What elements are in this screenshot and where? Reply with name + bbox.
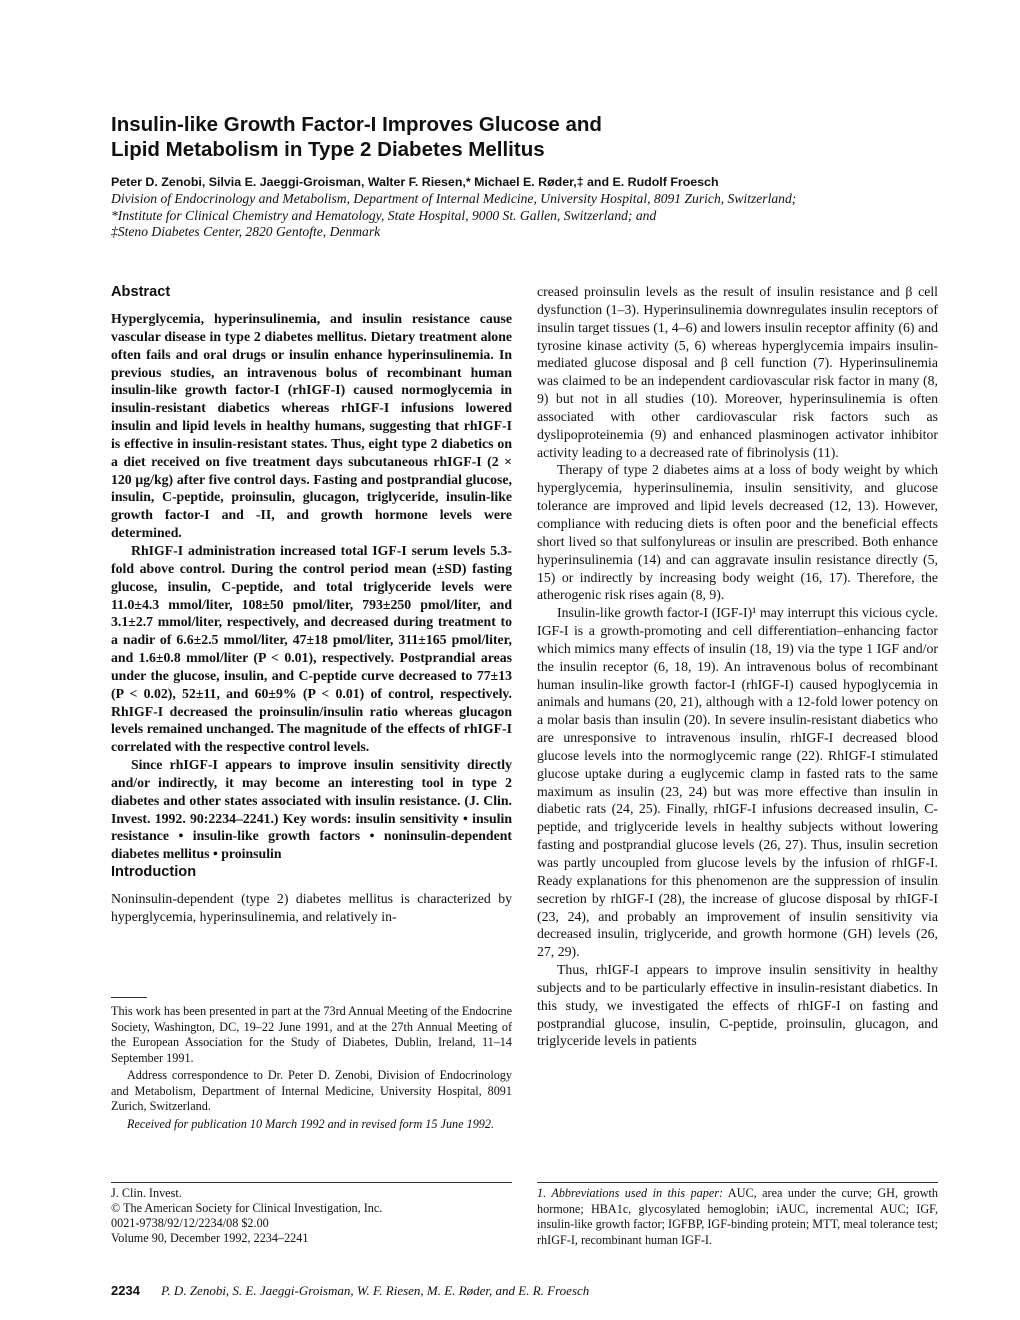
page-number: 2234 [111, 1283, 140, 1298]
introduction-paragraph-3: Insulin-like growth factor-I (IGF-I)¹ may interrupt this vicious cycle. IGF-I is a growth-promoting and cell differentiation–enhancing factor which mimics many effects of insulin (18, 19) via the type 1 IGF and/or the insulin receptor (6, 18, 19). An intravenous bolus of recombinant human insulin-like growth factor-I (rhIGF-I) caused hypoglycemia in animals and humans (20, 21), although with a 12-fold lower potency on a molar basis than insulin (20). In severe insulin-resistant diabetics who are unresponsive to intravenous insulin, rhIGF-I decreased blood glucose levels into the normoglycemic range (22). RhIGF-I stimulated glucose uptake during a euglycemic clamp in fasted rats to the same maximum as insulin (23, 24) but was more effective than insulin in diabetic rats (24, 25). Finally, rhIGF-I infusions decreased insulin, C-peptide, and triglyceride levels in healthy subjects without lowering fasting and postprandial glucose levels (26, 27). Thus, insulin secretion was partly uncoupled from glucose levels by the infusion of rhIGF-I. Ready explanations for this phenomenon are the suppression of insulin secretion by rhIGF-I (28), the increase of glucose disposal by rhIGF-I (23, 24), and probably an improvement of insulin sensitivity via decreased insulin, triglyceride, and growth hormone (GH) levels (26, 27, 29). [537, 605, 938, 960]
footnote-correspondence: Address correspondence to Dr. Peter D. Zenobi, Division of Endocrinology and Metabolism, Department of Internal Medicine, University Hospital, 8091 Zurich, Switzerland. [111, 1068, 512, 1113]
introduction-paragraph-2: Therapy of type 2 diabetes aims at a loss of body weight by which hyperglycemia, hyperinsulinemia, insulin sensitivity, and glucose tolerance are improved and lipid levels decreased (12, 13). However, compliance with reducing diets is often poor and the beneficial effects short lived so that sulfonylureas or insulin are prescribed. Both enhance hyperinsulinemia (14) and can aggravate insulin resistance directly (5, 15) or indirectly by increasing body weight (16, 17). Therefore, the atherogenic risk rises again (8, 9). [537, 462, 938, 603]
citation-rule [111, 1182, 512, 1183]
introduction-paragraph-4: Thus, rhIGF-I appears to improve insulin sensitivity in healthy subjects and to be particularly effective in insulin-resistant diabetics. In this study, we investigated the effects of rhIGF-I on fasting and postprandial glucose, insulin, C-peptide, proinsulin, glucagon, and triglyceride levels in patients [537, 962, 938, 1049]
citation-block [111, 1186, 512, 1246]
title-line-1: Insulin-like Growth Factor-I Improves Glucose and [111, 113, 602, 136]
footnote-rule-right [537, 1182, 938, 1183]
footnote-received: Received for publication 10 March 1992 and in revised form 15 June 1992. [127, 1116, 495, 1131]
running-authors: P. D. Zenobi, S. E. Jaeggi-Groisman, W. F. Riesen, M. E. Røder, and E. R. Froesch [161, 1283, 590, 1298]
affiliations [111, 191, 941, 241]
abbreviations-label: 1. Abbreviations used in this paper: [537, 1186, 724, 1200]
citation-journal: J. Clin. Invest. [111, 1186, 182, 1200]
citation-code: 0021-9738/92/12/2234/08 $2.00 [111, 1216, 269, 1230]
introduction-paragraph-1-cont: creased proinsulin levels as the result of insulin resistance and β cell dysfunction (1–3). Hyperinsulinemia downregulates insulin receptors of insulin target tissues (1, 4–6) and lowers insulin receptor affinity (6) and tyrosine kinase activity (5, 6) whereas hyperglycemia impairs insulin-mediated glucose disposal and β cell function (7). Hyperinsulinemia was claimed to be an independent cardiovascular risk factor in many (8, 9) but not in all studies (10). Moreover, hyperinsulinemia is often associated with other cardiovascular risk factors such as dyslipoproteinemia (9) and enhanced plasminogen activator inhibitor activity leading to a decreased rate of fibrinolysis (11). [537, 284, 938, 460]
article-footnotes [111, 1004, 512, 1132]
abstract-section [111, 283, 512, 863]
footnote-rule-left [111, 997, 147, 998]
abbreviations-text: AUC, area under the curve; GH, growth hormone; HBA1c, glycosylated hemoglobin; iAUC, incremental AUC; IGF, insulin-like growth factor; IGFBP, IGF-binding protein; MTT, meal tolerance test; rhIGF-I, recombinant human IGF-I. [537, 1186, 939, 1247]
abstract-paragraph-3: Since rhIGF-I appears to improve insulin sensitivity directly and/or indirectly, it may become an interesting tool in type 2 diabetes and other states associated with insulin resistance. (J. Clin. Invest. 1992. 90:2234–2241.) Key words: insulin sensitivity • insulin resistance • insulin-like growth factors • noninsulin-dependent diabetes mellitus • proinsulin [111, 757, 512, 862]
abbreviations-footnote [537, 1186, 938, 1248]
introduction-section [111, 863, 512, 926]
abstract-paragraph-2: RhIGF-I administration increased total IGF-I serum levels 5.3-fold above control. During the control period mean (±SD) fasting glucose, insulin, C-peptide, and total triglyceride levels were 11.0±4.3 mmol/liter, 108±50 pmol/liter, 793±250 pmol/liter, and 3.1±2.7 mmol/liter, respectively, and decreased during treatment to a nadir of 6.6±2.5 mmol/liter, 47±18 pmol/liter, 311±165 pmol/liter, and 1.6±0.8 mmol/liter (P < 0.01), respectively. Postprandial areas under the glucose, insulin, and C-peptide curve decreased to 77±13 (P < 0.02), 52±11, and 60±9% (P < 0.01) of control, respectively. RhIGF-I decreased the proinsulin/insulin ratio whereas glucagon levels remained unchanged. The magnitude of the effects of rhIGF-I correlated with the respective control levels. [111, 542, 512, 755]
footnote-presented: This work has been presented in part at the 73rd Annual Meeting of the Endocrine Society, Washington, DC, 19–22 June 1991, and at the 27th Annual Meeting of the European Association for the Study of Diabetes, Dublin, Ireland, 11–14 September 1991. [111, 1004, 512, 1065]
page-footer [111, 1283, 589, 1299]
citation-volume: Volume 90, December 1992, 2234–2241 [111, 1231, 309, 1245]
affiliation-zurich: Division of Endocrinology and Metabolism, Department of Internal Medicine, University Hospital, 8091 Zurich, Switzerland; [111, 191, 797, 206]
citation-copyright: © The American Society for Clinical Investigation, Inc. [111, 1201, 383, 1215]
introduction-heading: Introduction [111, 864, 197, 881]
introduction-paragraph-1-start: Noninsulin-dependent (type 2) diabetes mellitus is characterized by hyperglycemia, hyperinsulinemia, and relatively in- [111, 891, 512, 924]
abstract-heading: Abstract [111, 284, 171, 300]
affiliation-st-gallen: *Institute for Clinical Chemistry and Hematology, State Hospital, 9000 St. Gallen, Switzerland; and [111, 207, 657, 223]
affiliation-gentofte: ‡Steno Diabetes Center, 2820 Gentofte, Denmark [111, 224, 381, 239]
author-list: Peter D. Zenobi, Silvia E. Jaeggi-Groisman, Walter F. Riesen,* Michael E. Røder,‡ and E. Rudolf Froesch [111, 175, 719, 189]
right-column [537, 283, 938, 1050]
title-line-2: Lipid Metabolism in Type 2 Diabetes Mellitus [111, 138, 545, 161]
article-title [111, 112, 911, 162]
abstract-paragraph-1: Hyperglycemia, hyperinsulinemia, and insulin resistance cause vascular disease in type 2 diabetes mellitus. Dietary treatment alone often fails and oral drugs or insulin enhance hyperinsulinemia. In previous studies, an intravenous bolus of recombinant human insulin-like growth factor-I (rhIGF-I) caused normoglycemia in insulin-resistant diabetics whereas rhIGF-I infusions lowered insulin and lipid levels in healthy humans, suggesting that rhIGF-I is effective in insulin-resistant states. Thus, eight type 2 diabetics on a diet received on five treatment days subcutaneous rhIGF-I (2 × 120 μg/kg) after five control days. Fasting and postprandial glucose, insulin, C-peptide, proinsulin, glucagon, triglyceride, insulin-like growth factor-I and -II, and growth hormone levels were determined. [111, 311, 512, 541]
left-column [111, 283, 512, 926]
